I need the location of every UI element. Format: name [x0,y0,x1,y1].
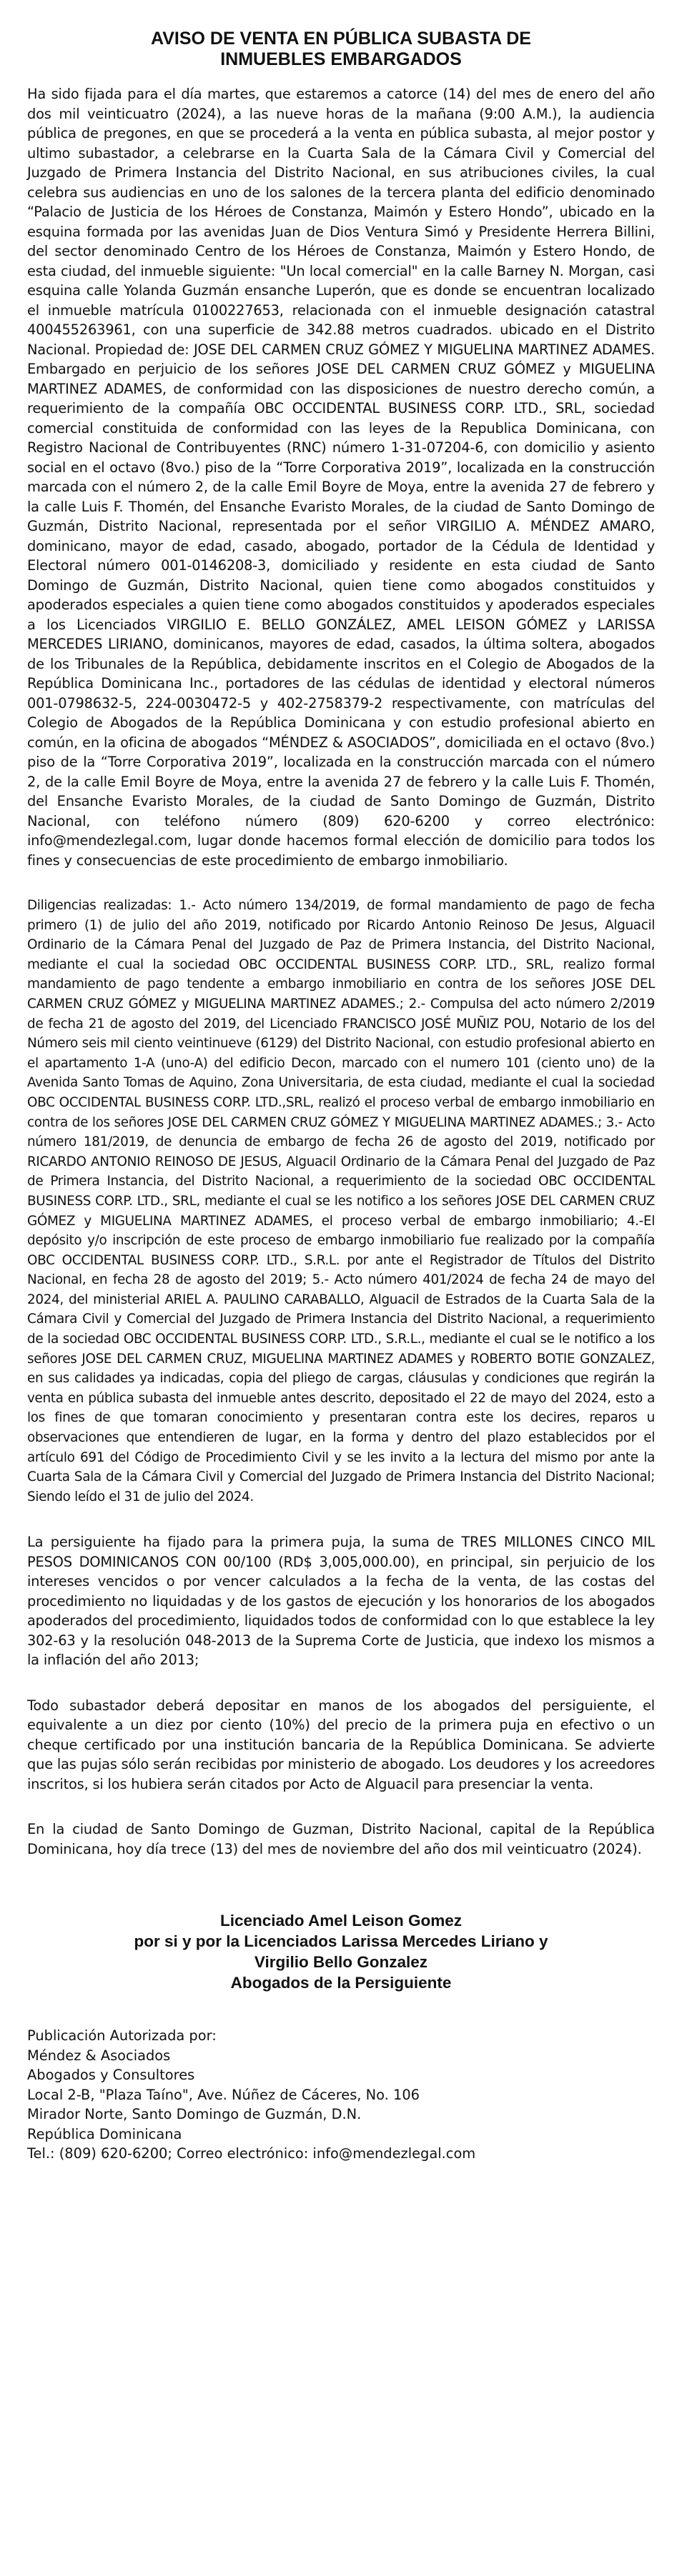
procedural-steps-paragraph: Diligencias realizadas: 1.- Acto número 134/2019, de formal mandamiento de pago de fecha primero (1) de julio del año 2019, notificado por Ricardo Antonio Reinoso De Jesus, Alguacil Ordinario de la Cámara Penal del Juzgado de Paz de Primera Instancia, del Distrito Nacional, mediante el cual la sociedad OBC OCCIDENTAL BUSINESS CORP. LTD., SRL, realizo formal mandamiento de pago tendente a embargo inmobiliario en contra de los señores JOSE DEL CARMEN CRUZ GÓMEZ y MIGUELINA MARTINEZ ADAMES.; 2.- Compulsa del acto número 2/2019 de fecha 21 de agosto del 2019, del Licenciado FRANCISCO JOSÉ MUÑIZ POU, Notario de los del Número seis mil ciento veintinueve (6129) del Distrito Nacional, con estudio profesional abierto en el apartamento 1-A (uno-A) del edificio Decon, marcado con el numero 101 (ciento uno) de la Avenida Santo Tomas de Aquino, Zona Universitaria, de esta ciudad, mediante el cual la sociedad OBC OCCIDENTAL BUSINESS CORP. LTD.,SRL, realizó el proceso verbal de embargo inmobiliario en contra de los señores JOSE DEL CARMEN CRUZ GÓMEZ Y MIGUELINA MARTINEZ ADAMES.; 3.- Acto número 181/2019, de denuncia de embargo de fecha 26 de agosto del 2019, notificado por RICARDO ANTONIO REINOSO DE JESUS, Alguacil Ordinario de la Cámara Penal del Juzgado de Paz de Primera Instancia, del Distrito Nacional, a requerimiento de la sociedad OBC OCCIDENTAL BUSINESS CORP. LTD., SRL, mediante el cual se les notifico a los señores JOSE DEL CARMEN CRUZ GÓMEZ y MIGUELINA MARTINEZ ADAMES, el proceso verbal de embargo inmobiliario; 4.-El depósito y/o inscripción de este proceso de embargo inmobiliario fue realizado por la compañía OBC OCCIDENTAL BUSINESS CORP. LTD., S.R.L. por ante el Registrador de Títulos del Distrito Nacional, en fecha 28 de agosto del 2019; 5.- Acto número 401/2024 de fecha 24 de mayo del 2024, del ministerial ARIEL A. PAULINO CARABALLO, Alguacil de Estrados de la Cuarta Sala de la Cámara Civil y Comercial del Juzgado de Primera Instancia del Distrito Nacional, a requerimiento de la sociedad OBC OCCIDENTAL BUSINESS CORP. LTD., S.R.L., mediante el cual se le notifico a los señores JOSE DEL CARMEN CRUZ, MIGUELINA MARTINEZ ADAMES y ROBERTO BOTIE GONZALEZ, en sus calidades ya indicadas, copia del pliego de cargas, cláusulas y condiciones que regirán la venta en pública subasta del inmueble antes descrito, depositado el 22 de mayo del 2024, esto a los fines de que tomaran conocimiento y presentaran contra este los decires, reparos u observaciones que entendieren de lugar, en la forma y dentro del plazo establecidos por el artículo 691 del Código de Procedimiento Civil y se les invito a la lectura del mismo por ante la Cuarta Sala de la Cámara Civil y Comercial del Juzgado de Primera Instancia del Distrito Nacional; Siendo leído el 31 de julio del 2024. [27,898,655,1504]
signature-line: por si y por la Licenciados Larissa Mercedes Liriano y [134,1932,548,1951]
signature-line: Licenciado Amel Leison Gomez [220,1912,462,1930]
signature-block [27,1910,655,1993]
signature-line: Virgilio Bello Gonzalez [254,1953,428,1972]
footer-country-line: República Dominicana [27,2125,182,2142]
footer-line: Abogados y Consultores [27,2067,195,2084]
deposit-requirement-paragraph: Todo subastador deberá depositar en manos de los abogados del persiguiente, el equivalente a un diez por ciento (10%) del precio de la primera puja en efectivo o un cheque certificado por una institución bancaria de la República Dominicana. Se advierte que las pujas sólo serán recibidas por ministerio de abogado. Los deudores y los acreedores inscritos, si los hubiera serán citados por Acto de Alguacil para presenciar la venta. [27,1697,655,1792]
notice-title [27,29,655,70]
notice-title-line-2: INMUEBLES EMBARGADOS [220,49,462,69]
footer-line: Publicación Autorizada por: [27,2027,217,2045]
starting-bid-paragraph: La persiguiente ha fijado para la primera puja, la suma de TRES MILLONES CINCO MIL PESOS DOMINICANOS CON 00/100 (RD$ 3,005,000.00), en principal, sin perjuicio de los intereses vencidos o por vencer calculados a la fecha de la venta, de las costas del procedimiento no liquidadas y de los gastos de ejecución y los honorarios de los abogados apoderados del procedimiento, liquidados todos de conformidad con lo que establece la ley 302-63 y la resolución 048-2013 de la Suprema Corte de Justicia, que indexo los mismos a la inflación del año 2013; [27,1534,655,1669]
notice-title-line-1: AVISO DE VENTA EN PÚBLICA SUBASTA DE [151,29,531,49]
publisher-footer [27,2026,655,2164]
footer-line: Méndez & Asociados [27,2047,171,2064]
signature-line: Abogados de la Persiguiente [230,1974,452,1992]
auction-announcement-paragraph: Ha sido fijada para el día martes, que estaremos a catorce (14) del mes de enero del año dos mil veinticuatro (2024), a las nueve horas de la mañana (9:00 A.M.), la audiencia pública de pregones, en que se procederá a la venta en pública subasta, al mejor postor y ultimo subastador, a celebrarse en la Cuarta Sala de la Cámara Civil y Comercial del Juzgado de Primera Instancia del Distrito Nacional, en sus atribuciones civiles, la cual celebra sus audiencias en uno de los salones de la tercera planta del edificio denominado “Palacio de Justicia de los Héroes de Constanza, Maimón y Estero Hondo”, ubicado en la esquina formada por las avenidas Juan de Dios Ventura Simó y Presidente Herrera Billini, del sector denominado Centro de los Héroes de Constanza, Maimón y Estero Hondo, de esta ciudad, del inmueble siguiente: "Un local comercial" en la calle Barney N. Morgan, casi esquina calle Yolanda Guzmán ensanche Luperón, que es donde se encuentran localizado el inmueble matrícula 0100227653, relacionada con el inmueble designación catastral 400455263961, con una superficie de 342.88 metros cuadrados. ubicado en el Distrito Nacional. Propiedad de: JOSE DEL CARMEN CRUZ GÓMEZ Y MIGUELINA MARTINEZ ADAMES. Embargado en perjuicio de los señores JOSE DEL CARMEN CRUZ GÓMEZ y MIGUELINA MARTINEZ ADAMES, de conformidad con las disposiciones de nuestro derecho común, a requerimiento de la compañía OBC OCCIDENTAL BUSINESS CORP. LTD., SRL, sociedad comercial constituida de conformidad con las leyes de la Republica Dominicana, con Registro Nacional de Contribuyentes (RNC) número 1-31-07204-6, con domicilio y asiento social en el octavo (8vo.) piso de la “Torre Corporativa 2019”, localizada en la construcción marcada con el número 2, de la calle Emil Boyre de Moya, entre la avenida 27 de febrero y la calle Luis F. Thomén, del Ensanche Evaristo Morales, de la ciudad de Santo Domingo de Guzmán, Distrito Nacional, representada por el señor VIRGILIO A. MÉNDEZ AMARO, dominicano, mayor de edad, casado, abogado, portador de la Cédula de Identidad y Electoral número 001-0146208-3, domiciliado y residente en esta ciudad de Santo Domingo de Guzmán, Distrito Nacional, quien tiene como abogados constituidos y apoderados especiales a quien tiene como abogados constituidos y apoderados especiales a los Licenciados VIRGILIO E. BELLO GONZÁLEZ, AMEL LEISON GÓMEZ y LARISSA MERCEDES LIRIANO, dominicanos, mayores de edad, casados, la última soltera, abogados de los Tribunales de la República, debidamente inscritos en el Colegio de Abogados de la República Dominicana Inc., portadores de las cédulas de identidad y electoral números 001-0798632-5, 224-0030472-5 y 402-2758379-2 respectivamente, con matrículas del Colegio de Abogados de la República Dominicana y con estudio profesional abierto en común, en la oficina de abogados “MÉNDEZ & ASOCIADOS”, domiciliada en el octavo (8vo.) piso de la “Torre Corporativa 2019”, localizada en la construcción marcada con el número 2, de la calle Emil Boyre de Moya, entre la avenida 27 de febrero y la calle Luis F. Thomén, del Ensanche Evaristo Morales, de la ciudad de Santo Domingo de Guzmán, Distrito Nacional, con teléfono número (809) 620-6200 y correo electrónico: info@mendezlegal.com, lugar donde hacemos formal elección de domicilio para todos los fines y consecuencias de este procedimiento de embargo inmobiliario. [27,86,655,869]
date-place-paragraph: En la ciudad de Santo Domingo de Guzman, Distrito Nacional, capital de la República Dominicana, hoy día trece (13) del mes de noviembre del año dos mil veinticuatro (2024). [27,1821,655,1857]
footer-contact-line: Tel.: (809) 620-6200; Correo electrónico: info@mendezlegal.com [27,2145,476,2162]
footer-address-line: Mirador Norte, Santo Domingo de Guzmán, D.N. [27,2106,362,2123]
footer-address-line: Local 2-B, "Plaza Taíno", Ave. Núñez de Cáceres, No. 106 [27,2086,420,2103]
